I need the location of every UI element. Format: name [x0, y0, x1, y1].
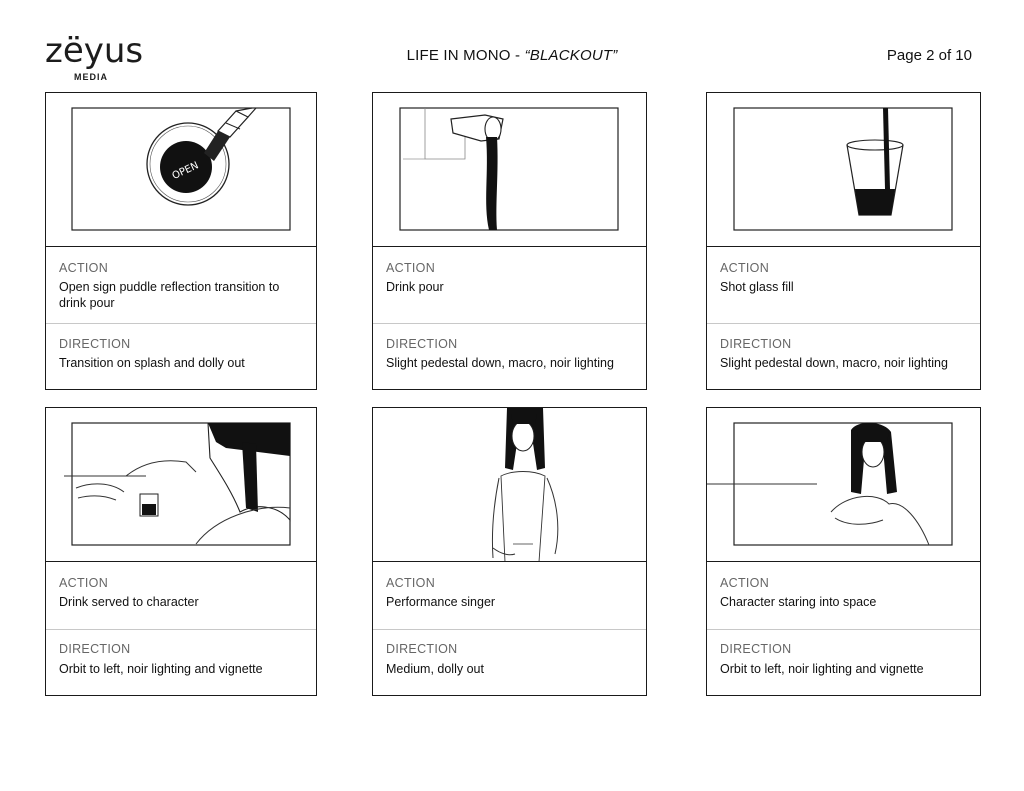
action-label: ACTION	[59, 576, 109, 590]
title-episode: “BLACKOUT”	[524, 47, 618, 64]
title-prefix: LIFE IN MONO -	[406, 47, 525, 64]
performance-singer-sketch	[373, 408, 646, 562]
character-staring-sketch	[707, 408, 980, 562]
action-text: Character staring into space	[720, 595, 877, 609]
document-title	[0, 47, 1024, 64]
page-number: Page 2 of 10	[886, 47, 972, 64]
direction-label: DIRECTION	[386, 337, 458, 351]
panel-frame	[46, 408, 316, 562]
section-divider	[707, 323, 980, 324]
drink-pour-sketch	[373, 93, 646, 247]
panel-frame	[373, 93, 646, 247]
panel-frame	[707, 93, 980, 247]
action-text: Drink served to character	[59, 595, 199, 609]
action-text: Drink pour	[386, 280, 444, 294]
direction-label: DIRECTION	[720, 642, 792, 656]
storyboard-panel-4	[45, 407, 317, 696]
shot-glass-fill-sketch	[707, 93, 980, 247]
panel-frame	[707, 408, 980, 562]
storyboard-panel-6	[706, 407, 981, 696]
direction-text: Transition on splash and dolly out	[59, 356, 245, 370]
action-text: Performance singer	[386, 595, 496, 609]
direction-label: DIRECTION	[59, 642, 131, 656]
direction-label: DIRECTION	[720, 337, 792, 351]
section-divider	[373, 323, 646, 324]
action-label: ACTION	[386, 261, 436, 275]
action-label: ACTION	[720, 576, 770, 590]
direction-text: Slight pedestal down, macro, noir lighting	[720, 356, 948, 370]
logo-subtitle: MEDIA	[74, 72, 108, 82]
direction-text: Orbit to left, noir lighting and vignette	[59, 662, 263, 676]
direction-text: Slight pedestal down, macro, noir lighting	[386, 356, 614, 370]
storyboard-panel-5	[372, 407, 647, 696]
direction-text: Orbit to left, noir lighting and vignette	[720, 662, 924, 676]
action-label: ACTION	[720, 261, 770, 275]
direction-label: DIRECTION	[386, 642, 458, 656]
logo-wordmark: zëyus	[45, 31, 144, 71]
panel-frame	[46, 93, 316, 247]
open-sign-puddle-sketch	[46, 93, 316, 247]
open-sign-text: OPEN	[170, 160, 201, 182]
direction-label: DIRECTION	[59, 337, 131, 351]
section-divider	[373, 629, 646, 630]
section-divider	[46, 629, 316, 630]
action-text: Shot glass fill	[720, 280, 794, 294]
panel-frame	[373, 408, 646, 562]
drink-served-sketch	[46, 408, 316, 562]
storyboard-panel-1	[45, 92, 317, 390]
storyboard-panel-2	[372, 92, 647, 390]
storyboard-panel-3	[706, 92, 981, 390]
section-divider	[46, 323, 316, 324]
direction-text: Medium, dolly out	[386, 662, 484, 676]
action-label: ACTION	[386, 576, 436, 590]
section-divider	[707, 629, 980, 630]
action-text: Open sign puddle reflection transition to drink pour	[59, 280, 280, 310]
action-label: ACTION	[59, 261, 109, 275]
